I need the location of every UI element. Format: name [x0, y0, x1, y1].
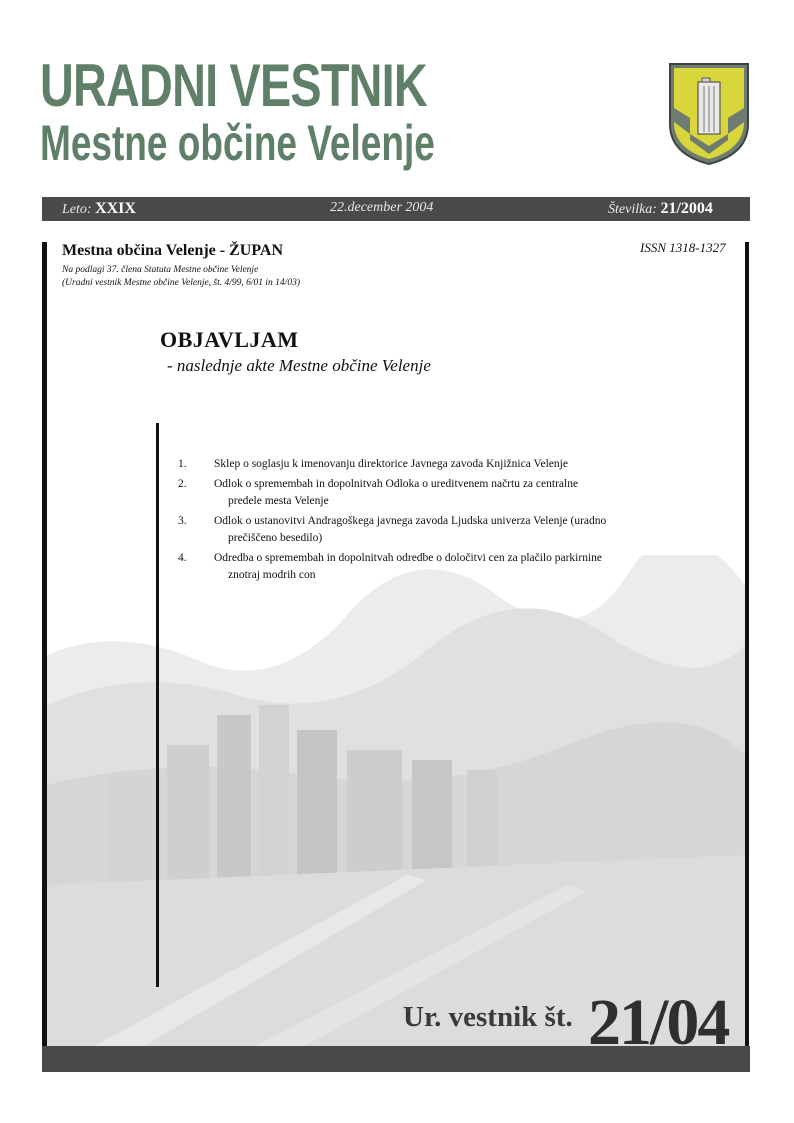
list-item	[178, 476, 668, 510]
act-title: Odlok o ustanovitvi Andragoškega javnega zavoda Ljudska univerza Velenje (uradno	[214, 515, 607, 527]
year-field	[62, 200, 136, 218]
footer-issue-label: Ur. vestnik št.	[403, 1001, 573, 1033]
municipal-coat-of-arms-icon	[668, 62, 750, 166]
act-title: Odredba o spremembah in dopolnitvah odredbe o določitvi cen za plačilo parkirnine	[214, 552, 603, 564]
act-number: 4.	[178, 552, 187, 564]
act-title: Sklep o soglasju k imenovanju direktorice Javnega zavoda Knjižnica Velenje	[214, 458, 568, 470]
acts-list	[178, 456, 668, 587]
issue-info-bar	[42, 197, 750, 221]
city-landscape-background	[47, 555, 745, 1050]
list-item	[178, 456, 668, 473]
proclamation-subheading: - naslednje akte Mestne občine Velenje	[167, 356, 431, 375]
list-item	[178, 513, 668, 547]
list-item	[178, 550, 668, 584]
act-number: 3.	[178, 515, 187, 527]
masthead-title: URADNI VESTNIK	[40, 52, 427, 119]
legal-basis-line: Na podlagi 37. člena Statuta Mestne občine Velenje	[62, 265, 259, 275]
content-rule	[156, 423, 159, 987]
year-label: Leto:	[62, 202, 92, 217]
proclamation-heading: OBJAVLJAM	[160, 327, 299, 352]
year-value: XXIX	[95, 200, 136, 217]
act-title-continued: prečiščeno besedilo)	[228, 532, 323, 544]
issue-field	[608, 200, 713, 218]
masthead-subtitle: Mestne občine Velenje	[40, 115, 435, 171]
act-title: Odlok o spremembah in dopolnitvah Odloka o ureditvenem načrtu za centralne	[214, 478, 579, 490]
legal-basis	[62, 264, 300, 290]
legal-basis-line: (Uradni vestnik Mestne občine Velenje, št. 4/99, 6/01 in 14/03)	[62, 278, 300, 288]
act-number: 1.	[178, 458, 187, 470]
act-number: 2.	[178, 478, 187, 490]
frame-right-rule	[745, 242, 749, 1052]
issn-number: ISSN 1318-1327	[640, 240, 726, 255]
issue-label: Številka:	[608, 202, 657, 217]
issue-date: 22.december 2004	[330, 200, 434, 215]
footer-issue-number: 21/04	[588, 986, 729, 1059]
issue-value: 21/2004	[660, 200, 713, 217]
act-title-continued: znotraj modrih con	[228, 569, 316, 581]
act-title-continued: predele mesta Velenje	[228, 495, 329, 507]
issuer-name: Mestna občina Velenje - ŽUPAN	[62, 242, 284, 259]
